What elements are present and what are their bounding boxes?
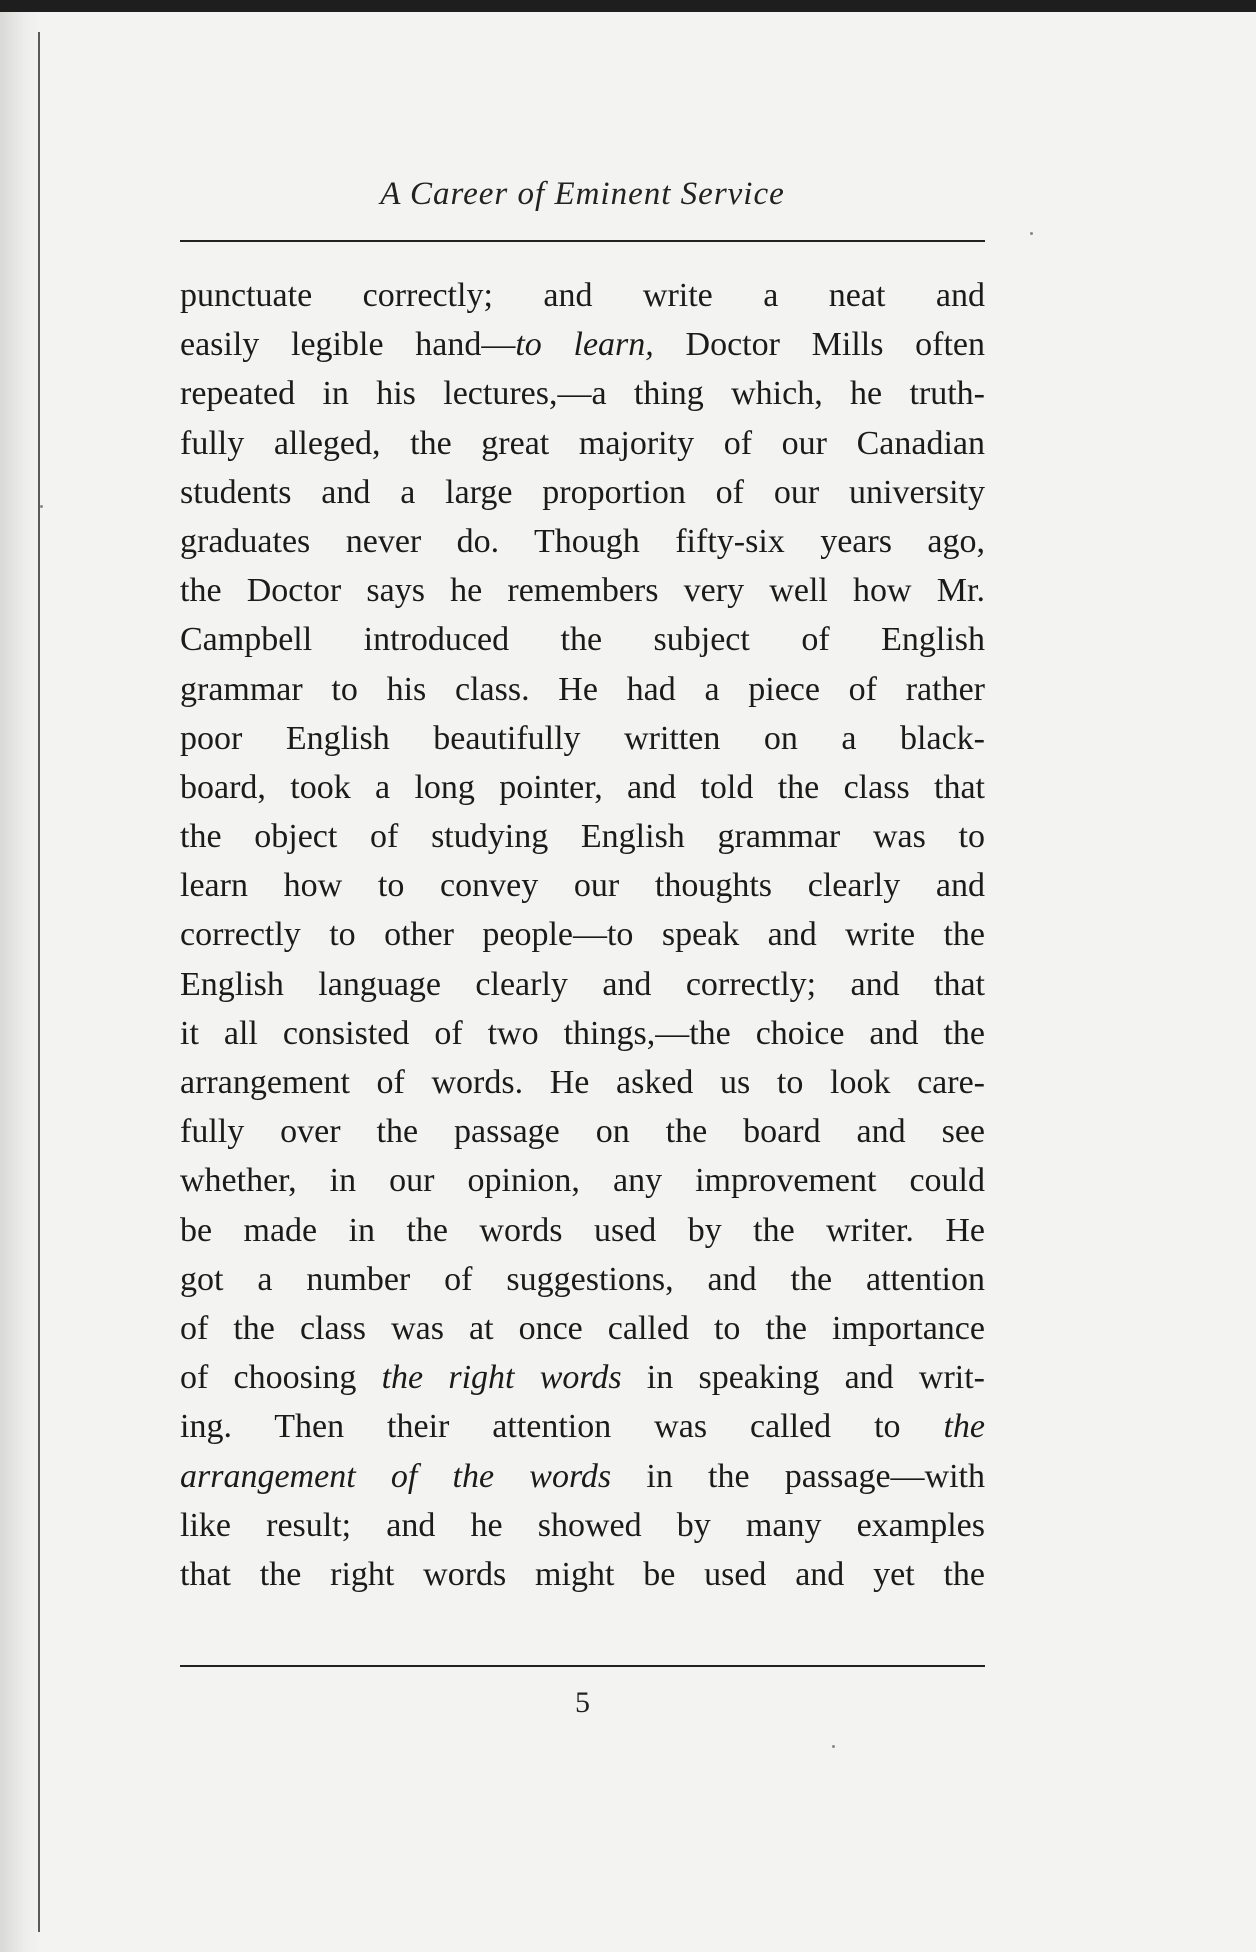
text-run: fully over the passage on the board and see bbox=[180, 1113, 985, 1151]
text-run: learn how to convey our thoughts clearly and bbox=[180, 867, 985, 905]
text-run: arrangement of words. He asked us to look care- bbox=[180, 1064, 985, 1101]
text-run: whether, in our opinion, any improvement could bbox=[180, 1162, 985, 1200]
text-run: Doctor Mills often bbox=[653, 326, 986, 364]
text-line bbox=[180, 271, 985, 320]
text-run: the object of studying English grammar was to bbox=[180, 818, 985, 856]
text-run: in speaking and writ- bbox=[621, 1359, 985, 1397]
text-line bbox=[180, 1501, 985, 1550]
italic-text: the right words bbox=[381, 1359, 622, 1397]
italic-text: to learn, bbox=[515, 326, 654, 364]
text-line bbox=[180, 1255, 985, 1304]
text-run: like result; and he showed by many examples bbox=[180, 1506, 985, 1544]
text-run: poor English beautifully written on a black- bbox=[180, 719, 985, 757]
text-line bbox=[180, 1156, 985, 1205]
text-line bbox=[180, 1009, 985, 1058]
text-line bbox=[180, 763, 985, 812]
text-line bbox=[180, 1452, 985, 1501]
italic-text: arrangement of the words bbox=[180, 1457, 612, 1495]
text-run: the Doctor says he remembers very well how Mr. bbox=[180, 572, 985, 610]
spine-edge-line bbox=[38, 32, 40, 1932]
text-run: ing. Then their attention was called to bbox=[180, 1408, 944, 1446]
text-run: of the class was at once called to the importance bbox=[180, 1309, 985, 1347]
text-run: students and a large proportion of our university bbox=[180, 473, 985, 511]
text-run: English language clearly and correctly; and that bbox=[180, 965, 985, 1003]
text-line bbox=[180, 1206, 985, 1255]
text-line bbox=[180, 1353, 985, 1402]
text-line bbox=[180, 1107, 985, 1156]
page-spine-shadow bbox=[0, 12, 42, 1952]
text-line bbox=[180, 369, 985, 418]
text-run: of choosing bbox=[180, 1359, 382, 1397]
text-run: correctly to other people—to speak and write the bbox=[180, 916, 985, 954]
text-line bbox=[180, 910, 985, 959]
scan-top-border bbox=[0, 0, 1256, 12]
text-line bbox=[180, 665, 985, 714]
text-run: fully alleged, the great majority of our Canadian bbox=[180, 424, 985, 462]
text-line bbox=[180, 1058, 985, 1107]
text-run: be made in the words used by the writer. He bbox=[180, 1211, 985, 1249]
text-run: board, took a long pointer, and told the class that bbox=[180, 768, 985, 806]
text-line bbox=[180, 615, 985, 664]
text-line bbox=[180, 1550, 985, 1599]
scan-speck bbox=[1030, 232, 1033, 235]
header-rule bbox=[180, 240, 985, 242]
text-line bbox=[180, 812, 985, 861]
text-line bbox=[180, 960, 985, 1009]
running-head: A Career of Eminent Service bbox=[380, 176, 785, 212]
text-run: it all consisted of two things,—the choice and the bbox=[180, 1014, 985, 1052]
text-line bbox=[180, 714, 985, 763]
text-line bbox=[180, 517, 985, 566]
text-run: grammar to his class. He had a piece of rather bbox=[180, 670, 985, 708]
scan-speck bbox=[40, 505, 43, 508]
body-text bbox=[180, 271, 985, 1599]
text-line bbox=[180, 419, 985, 468]
text-run: graduates never do. Though fifty-six years ago, bbox=[180, 522, 985, 560]
text-run: repeated in his lectures,—a thing which, he truth- bbox=[180, 375, 985, 413]
text-line bbox=[180, 320, 985, 369]
text-run: that the right words might be used and yet the bbox=[180, 1555, 985, 1593]
footer-rule bbox=[180, 1665, 985, 1667]
text-line bbox=[180, 566, 985, 615]
italic-text: the bbox=[943, 1408, 985, 1446]
text-run: punctuate correctly; and write a neat and bbox=[180, 277, 985, 314]
text-run: got a number of suggestions, and the attention bbox=[180, 1260, 985, 1298]
scan-speck bbox=[832, 1745, 835, 1748]
page-number: 5 bbox=[575, 1686, 590, 1719]
text-line bbox=[180, 468, 985, 517]
text-run: Campbell introduced the subject of English bbox=[180, 621, 985, 659]
text-line bbox=[180, 1304, 985, 1353]
text-line bbox=[180, 861, 985, 910]
text-run: easily legible hand— bbox=[180, 326, 516, 364]
text-line bbox=[180, 1402, 985, 1451]
text-run: in the passage—with bbox=[611, 1457, 985, 1495]
